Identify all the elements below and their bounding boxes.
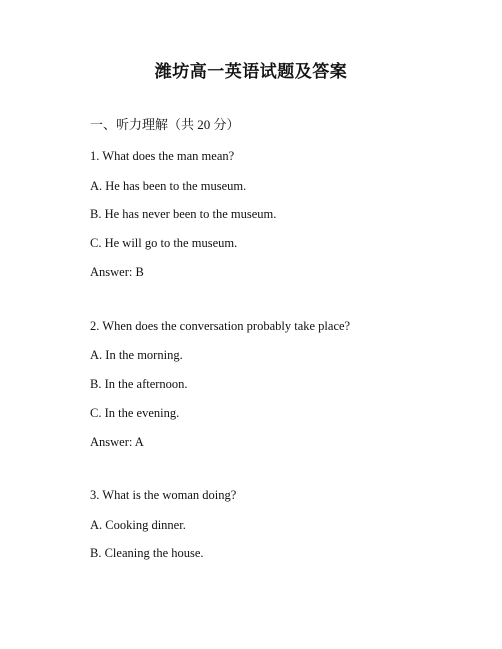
question-text: 2. When does the conversation probably take place? [90, 319, 351, 333]
answer-option: A. He has been to the museum. [90, 179, 247, 193]
answer-option: C. He will go to the museum. [90, 236, 238, 250]
question-text: 1. What does the man mean? [90, 149, 235, 163]
answer-option: C. In the evening. [90, 406, 180, 420]
answer-option: A. Cooking dinner. [90, 518, 186, 532]
answer-option: B. Cleaning the house. [90, 546, 204, 560]
answer-option: A. In the morning. [90, 348, 183, 362]
answer-option: B. In the afternoon. [90, 377, 188, 391]
answer-key: Answer: B [90, 265, 144, 279]
answer-key: Answer: A [90, 435, 144, 449]
question-text: 3. What is the woman doing? [90, 488, 237, 502]
section-heading-listening: 一、听力理解（共 20 分） [90, 117, 240, 132]
document-title: 潍坊高一英语试题及答案 [154, 62, 348, 81]
answer-option: B. He has never been to the museum. [90, 207, 277, 221]
